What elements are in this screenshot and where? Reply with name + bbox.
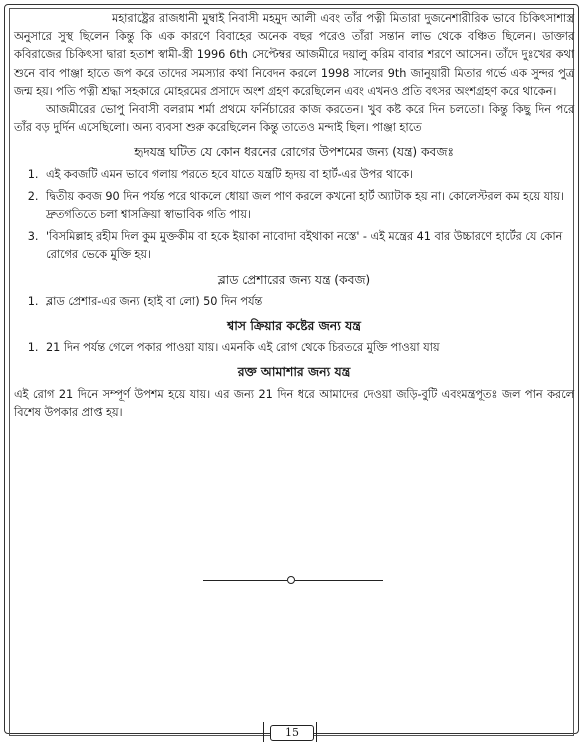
- section-heading-blood-pressure: ব্লাড প্রেশারের জন্য যন্ত্র (কবজ): [217, 272, 371, 287]
- section-divider: [203, 576, 383, 586]
- section-heading-dysentery: রক্ত আমাশার জন্য যন্ত্র: [237, 364, 351, 380]
- section-heading-heart: হৃদযন্ত্র ঘটিত যে কোন ধরনের রোগের উপশমের জন্য (যন্ত্র) কবজঃ: [134, 145, 454, 160]
- page-content: [14, 10, 574, 422]
- list-item: 3. 'বিসমিল্লাহ রহীম দিল কুম মুক্তকীম বা হকে ইয়াকা নাবোদা বইথাকা নস্তে' - এই মন্ত্রের 41 বার উচ্চারণে হার্টের যে কোন রোগের ভেকে মুক্তি হয়।: [42, 228, 574, 264]
- dysentery-text: এই রোগ 21 দিনে সম্পূর্ণ উপশম হয়ে যায়। এর জন্য 21 দিন ধরে আমাদের দেওয়া জড়ি-বুটি এবংমন্ত্রপূতঃ জল পান করলে বিশেষ উপকার প্রাপ্ত হয়।: [14, 387, 574, 419]
- paragraph-1: মহারাষ্ট্রের রাজধানী মুম্বাই নিবাসী মহমুদ আলী এবং তাঁর পত্নী মিতারা দুজনেশারীরিক ভাবে চিকিৎসাশাস্ত্র অনুসারে সুস্থ ছিলেন কিন্তু কি এক কারণে বিবাহের অনেক বছর পরেও তাঁরা সন্তান লাভ থেকে বঞ্চিত ছিলেন। ডাক্তার কবিরাজের চিকিৎসা দ্বারা হতাশ স্বামী-স্ত্রী 1996 6th সেপ্টেম্বর আজমীরে দয়ালু করিম বাবার শরণে আসেন। তাঁদে দুঃখের কথা শুনে বাব পাঞ্জা হাতে জপ করে তাদের সমস্যার কথা নিবেদন করলে 1998 সালের 9th জানুয়ারী মিতার গর্ভে এক সুন্দর পুত্র জন্ম হয়। পতি পত্নী শ্রদ্ধা সহকারে মোহরমের প্রসাদে অংশ গ্রহণ করেছিলেন এবং এখনও প্রতি বৎসর অংশগ্রহণ করে থাকেন।: [14, 12, 574, 98]
- heart-list: [14, 166, 574, 265]
- page-number: 15: [270, 725, 314, 741]
- breathing-list: [14, 339, 574, 357]
- blood-pressure-list: [14, 293, 574, 311]
- list-item: 2. দ্বিতীয় কবজ 90 দিন পর্যন্ত পরে থাকলে ধোয়া জল পাণ করলে কখনো হার্ট অ্যাটাক হয় না। কোলেস্টরল কম হয়ে যায়। দ্রুতগতিতে চলা শ্বাসক্রিয়া স্বাভাবিক গতি পায়।: [42, 188, 574, 224]
- paragraph-2: আজমীরের ভোপু নিবাসী বলরাম শর্মা প্রথমে ফর্নিচারের কাজ করতেন। খুব কষ্ট করে দিন চলতো। কিন্তু কিছু দিন পরে তাঁর বড় দুর্দিন এসেছিলো। অন্য ব্যবসা শুরু করেছিলেন কিন্তু তাতেও মন্দাই ছিল। পাঞ্জা হাতে: [14, 103, 574, 135]
- section-heading-breathing: শ্বাস ক্রিয়ার কষ্টের জন্য যন্ত্র: [227, 318, 361, 334]
- list-item: 1. 21 দিন পর্যন্ত গেলে পকার পাওয়া যায়। এমনকি এই রোগ থেকে চিরতরে মুক্তি পাওয়া যায়: [42, 339, 574, 357]
- list-item: 1. এই কবজটি এমন ভাবে গলায় পরতে হবে যাতে যন্ত্রটি হৃদয় বা হার্ট-এর উপর থাকে।: [42, 166, 574, 184]
- list-item: 1. ব্লাড প্রেশার-এর জন্য (হাই বা লো) 50 দিন পর্যন্ত: [42, 293, 574, 311]
